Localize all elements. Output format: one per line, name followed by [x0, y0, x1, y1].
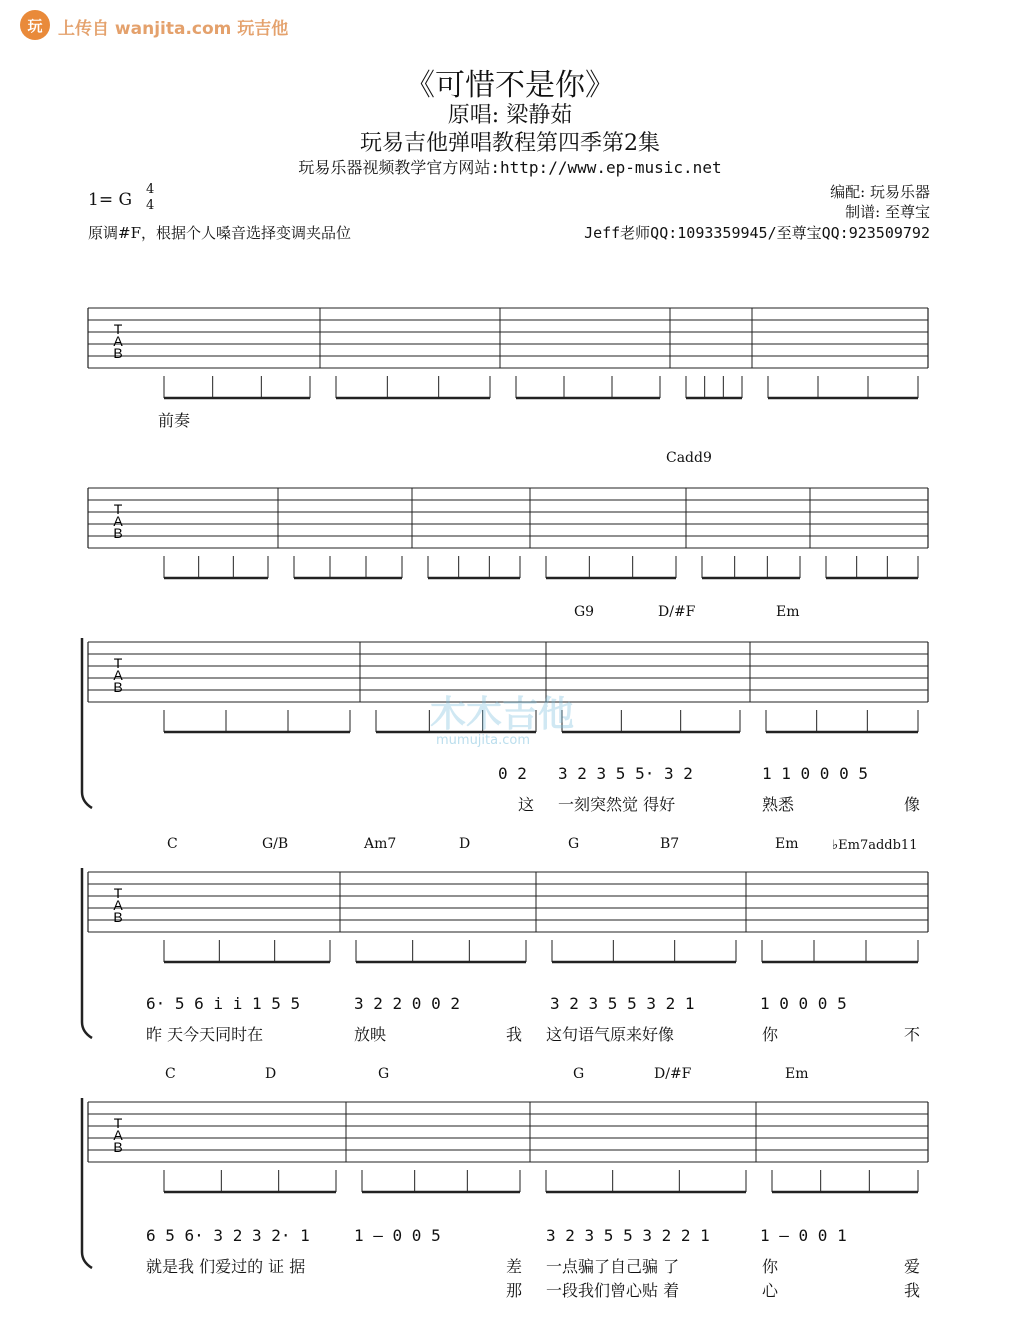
chord-name: ♭Em7addb11	[832, 838, 918, 853]
tab-clef: T	[113, 501, 123, 517]
chord-name: G9	[574, 604, 595, 620]
lyric: 那	[506, 1281, 523, 1300]
lyric: 爱	[904, 1257, 921, 1276]
lyric: 心	[762, 1281, 779, 1300]
chord-name: Em	[785, 1066, 809, 1082]
chord-name: G	[568, 836, 580, 852]
system-bracket	[82, 638, 92, 808]
lyric: 就是我 们爱过的 证 据	[146, 1257, 306, 1276]
time-sig-bottom: 4	[146, 198, 155, 213]
tab-clef: A	[113, 333, 123, 349]
capo-note: 原调#F，根据个人嗓音选择变调夹品位	[88, 224, 351, 242]
jianpu: 1 1 0 0 0 5	[762, 764, 868, 783]
chord-name: G/B	[262, 836, 289, 852]
center-watermark: 木木吉他	[430, 694, 575, 735]
website-line: 玩易乐器视频教学官方网站:http://www.ep-music.net	[298, 158, 722, 177]
chord-name: C	[165, 1066, 176, 1082]
lyric: 你	[762, 1025, 779, 1044]
tab-clef: A	[113, 1127, 123, 1143]
jianpu: 6· 5 6 i i 1 5 5	[146, 994, 301, 1013]
system-bracket	[82, 1098, 92, 1268]
chord-name: B7	[660, 836, 680, 852]
site-logo-icon: 玩	[20, 10, 50, 40]
jianpu: 1 — 0 0 1	[760, 1226, 847, 1245]
tab-clef: T	[113, 885, 123, 901]
jianpu: 3 2 2 0 0 2	[354, 994, 460, 1013]
lyric: 不	[904, 1025, 921, 1044]
tab-clef: A	[113, 667, 123, 683]
jianpu: 1 — 0 0 5	[354, 1226, 441, 1245]
lyric: 一点骗了自己骗 了	[546, 1257, 680, 1276]
singer-line: 原唱: 梁静茹	[447, 103, 573, 128]
time-sig-top: 4	[146, 182, 155, 197]
chord-name: D/#F	[658, 604, 696, 620]
chord-name: Em	[775, 836, 799, 852]
lyric: 像	[904, 795, 921, 814]
contact-qq: Jeff老师QQ:1093359945/至尊宝QQ:923509792	[584, 224, 930, 242]
chord-name: D/#F	[654, 1066, 692, 1082]
jianpu: 0 2	[498, 764, 527, 783]
lyric: 一刻突然觉 得好	[558, 795, 676, 814]
transcriber: 制谱: 至尊宝	[845, 203, 930, 221]
tab-clef: B	[113, 679, 123, 695]
chord-name: D	[265, 1066, 277, 1082]
tab-clef: T	[113, 321, 123, 337]
chord-name: Cadd9	[666, 450, 712, 466]
key-signature: 1= G	[88, 190, 133, 210]
center-watermark-sub: mumujita.com	[436, 733, 530, 748]
chord-name: D	[459, 836, 471, 852]
jianpu: 6 5 6· 3 2 3 2· 1	[146, 1226, 310, 1245]
jianpu: 3 2 3 5 5 3 2 2 1	[546, 1226, 710, 1245]
tab-clef: A	[113, 897, 123, 913]
chord-name: G	[378, 1066, 390, 1082]
lyric: 这句语气原来好像	[546, 1025, 675, 1044]
tab-clef: B	[113, 345, 123, 361]
lyric: 昨 天今天同时在	[146, 1025, 264, 1044]
lyric: 放映	[354, 1025, 387, 1044]
tab-clef: A	[113, 513, 123, 529]
song-title: 《可惜不是你》	[405, 68, 615, 103]
lyric: 这	[518, 795, 535, 814]
tab-clef: B	[113, 909, 123, 925]
lyric: 差	[506, 1257, 523, 1276]
lyric: 熟悉	[762, 795, 795, 814]
chord-name: C	[167, 836, 178, 852]
jianpu: 3 2 3 5 5 3 2 1	[550, 994, 695, 1013]
intro-label: 前奏	[158, 411, 191, 430]
course-line: 玩易吉他弹唱教程第四季第2集	[360, 131, 660, 156]
lyric: 我	[904, 1281, 921, 1300]
tab-clef: B	[113, 1139, 123, 1155]
chord-name: Em	[776, 604, 800, 620]
tab-clef: T	[113, 655, 123, 671]
upload-watermark: 上传自 wanjita.com 玩吉他	[58, 19, 289, 39]
lyric: 一段我们曾心贴 着	[546, 1281, 680, 1300]
lyric: 你	[762, 1257, 779, 1276]
system-bracket	[82, 868, 92, 1038]
jianpu: 3 2 3 5 5· 3 2	[558, 764, 693, 783]
arranger: 编配: 玩易乐器	[830, 183, 930, 201]
lyric: 我	[506, 1025, 523, 1044]
tab-clef: B	[113, 525, 123, 541]
chord-name: Am7	[364, 836, 397, 852]
chord-name: G	[573, 1066, 585, 1082]
tab-clef: T	[113, 1115, 123, 1131]
jianpu: 1 0 0 0 5	[760, 994, 847, 1013]
